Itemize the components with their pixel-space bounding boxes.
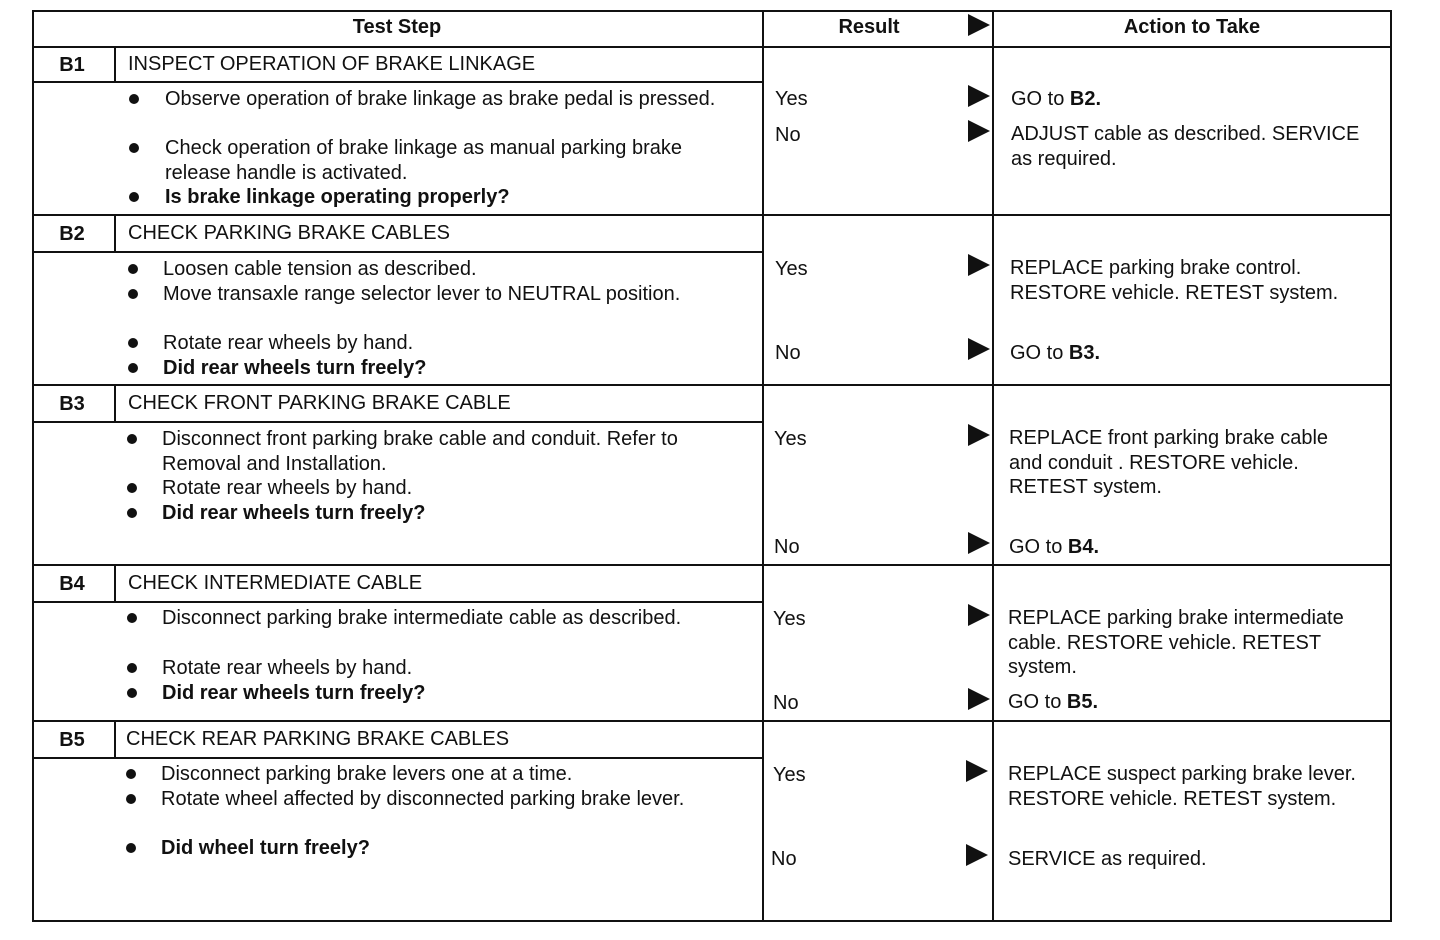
step-id-divider — [114, 564, 116, 602]
action-text: REPLACE parking brake control. RESTORE vehicle. RETEST system. — [1010, 257, 1339, 304]
bullet-icon — [129, 94, 139, 104]
step-bullet: Loosen cable tension as described. — [163, 258, 477, 280]
step-id: B1 — [59, 54, 85, 76]
step-id: B4 — [59, 573, 85, 595]
step-title-rule — [32, 601, 762, 603]
result-no: No — [773, 692, 799, 714]
header-test-step: Test Step — [352, 16, 442, 38]
step-id: B2 — [59, 223, 85, 245]
step-title-rule — [32, 251, 762, 253]
action-step-ref: B4. — [1067, 536, 1100, 558]
step-id: B5 — [59, 729, 85, 751]
step-bullet: Disconnect parking brake levers one at a time. — [161, 763, 573, 785]
result-yes: Yes — [774, 428, 807, 450]
step-question: Did rear wheels turn freely? — [162, 502, 426, 524]
result-yes: Yes — [773, 608, 806, 630]
bullet-icon — [127, 483, 137, 493]
step-title-rule — [32, 757, 762, 759]
step-id-divider — [114, 46, 116, 82]
action-text: ADJUST cable as described. SERVICE as required. — [1011, 123, 1360, 170]
step-id-divider — [114, 384, 116, 422]
arrow-icon — [968, 688, 990, 710]
action-text: REPLACE front parking brake cable and conduit . RESTORE vehicle. RETEST system. — [1009, 427, 1329, 499]
step-bullet: Disconnect front parking brake cable and conduit. Refer to Removal and Installation. — [162, 428, 678, 475]
arrow-icon — [966, 760, 988, 782]
bullet-icon — [126, 843, 136, 853]
bullet-icon — [128, 289, 138, 299]
result-no: No — [775, 342, 801, 364]
arrow-icon — [968, 338, 990, 360]
step-title-rule — [32, 421, 762, 423]
action-step-ref: B5. — [1066, 691, 1099, 713]
bullet-icon — [129, 143, 139, 153]
bullet-icon — [129, 192, 139, 202]
table-top-border — [32, 10, 1392, 12]
step-separator — [32, 214, 1392, 216]
step-title: INSPECT OPERATION OF BRAKE LINKAGE — [128, 53, 536, 75]
action-column-divider — [992, 10, 994, 922]
header-result: Result — [838, 16, 900, 38]
step-separator — [32, 720, 1392, 722]
action-text: GO to B5. — [1008, 691, 1099, 713]
step-id-divider — [114, 214, 116, 252]
step-bullet: Disconnect parking brake intermediate cable as described. — [162, 607, 682, 629]
action-text: SERVICE as required. — [1008, 848, 1207, 870]
action-text: REPLACE suspect parking brake lever. RESTORE vehicle. RETEST system. — [1008, 763, 1356, 810]
arrow-icon — [968, 254, 990, 276]
result-no: No — [771, 848, 797, 870]
step-separator — [32, 384, 1392, 386]
step-bullet: Move transaxle range selector lever to NEUTRAL position. — [163, 283, 681, 305]
arrow-icon — [966, 844, 988, 866]
action-text: GO to B3. — [1010, 342, 1101, 364]
step-id: B3 — [59, 393, 85, 415]
header-arrow-icon — [968, 14, 990, 36]
result-column-divider — [762, 10, 764, 922]
bullet-icon — [128, 338, 138, 348]
step-id-divider — [114, 720, 116, 758]
step-title: CHECK REAR PARKING BRAKE CABLES — [126, 728, 510, 750]
action-text: REPLACE parking brake intermediate cable. RESTORE vehicle. RETEST system. — [1008, 607, 1344, 679]
step-title: CHECK INTERMEDIATE CABLE — [128, 572, 423, 594]
bullet-icon — [128, 363, 138, 373]
action-text: GO to B2. — [1011, 88, 1102, 110]
bullet-icon — [127, 688, 137, 698]
step-bullet: Rotate rear wheels by hand. — [162, 657, 413, 679]
step-bullet: Observe operation of brake linkage as brake pedal is pressed. — [165, 88, 716, 110]
bullet-icon — [127, 434, 137, 444]
bullet-icon — [126, 794, 136, 804]
table-right-border — [1390, 10, 1392, 922]
step-bullet: Check operation of brake linkage as manual parking brake release handle is activated. — [165, 137, 682, 184]
arrow-icon — [968, 424, 990, 446]
action-step-ref: B2. — [1069, 88, 1102, 110]
action-step-ref: B3. — [1068, 342, 1101, 364]
result-yes: Yes — [773, 764, 806, 786]
result-no: No — [774, 536, 800, 558]
bullet-icon — [127, 663, 137, 673]
bullet-icon — [127, 613, 137, 623]
header-bottom-rule — [32, 46, 1392, 48]
table-left-border — [32, 10, 34, 922]
table-bottom-border — [32, 920, 1392, 922]
action-text: GO to B4. — [1009, 536, 1100, 558]
result-no: No — [775, 124, 801, 146]
step-title: CHECK PARKING BRAKE CABLES — [128, 222, 450, 244]
step-separator — [32, 564, 1392, 566]
result-yes: Yes — [775, 88, 808, 110]
arrow-icon — [968, 604, 990, 626]
step-bullet: Rotate wheel affected by disconnected parking brake lever. — [161, 788, 685, 810]
step-question: Did wheel turn freely? — [161, 837, 370, 859]
step-bullet: Rotate rear wheels by hand. — [163, 332, 414, 354]
header-action: Action to Take — [1123, 16, 1261, 38]
arrow-icon — [968, 120, 990, 142]
diagnostic-table — [32, 10, 1392, 922]
step-question: Did rear wheels turn freely? — [162, 682, 426, 704]
bullet-icon — [127, 508, 137, 518]
step-title: CHECK FRONT PARKING BRAKE CABLE — [128, 392, 511, 414]
result-yes: Yes — [775, 258, 808, 280]
step-title-rule — [32, 81, 762, 83]
arrow-icon — [968, 532, 990, 554]
bullet-icon — [128, 264, 138, 274]
arrow-icon — [968, 85, 990, 107]
bullet-icon — [126, 769, 136, 779]
step-question: Is brake linkage operating properly? — [165, 186, 510, 208]
step-bullet: Rotate rear wheels by hand. — [162, 477, 413, 499]
step-question: Did rear wheels turn freely? — [163, 357, 427, 379]
